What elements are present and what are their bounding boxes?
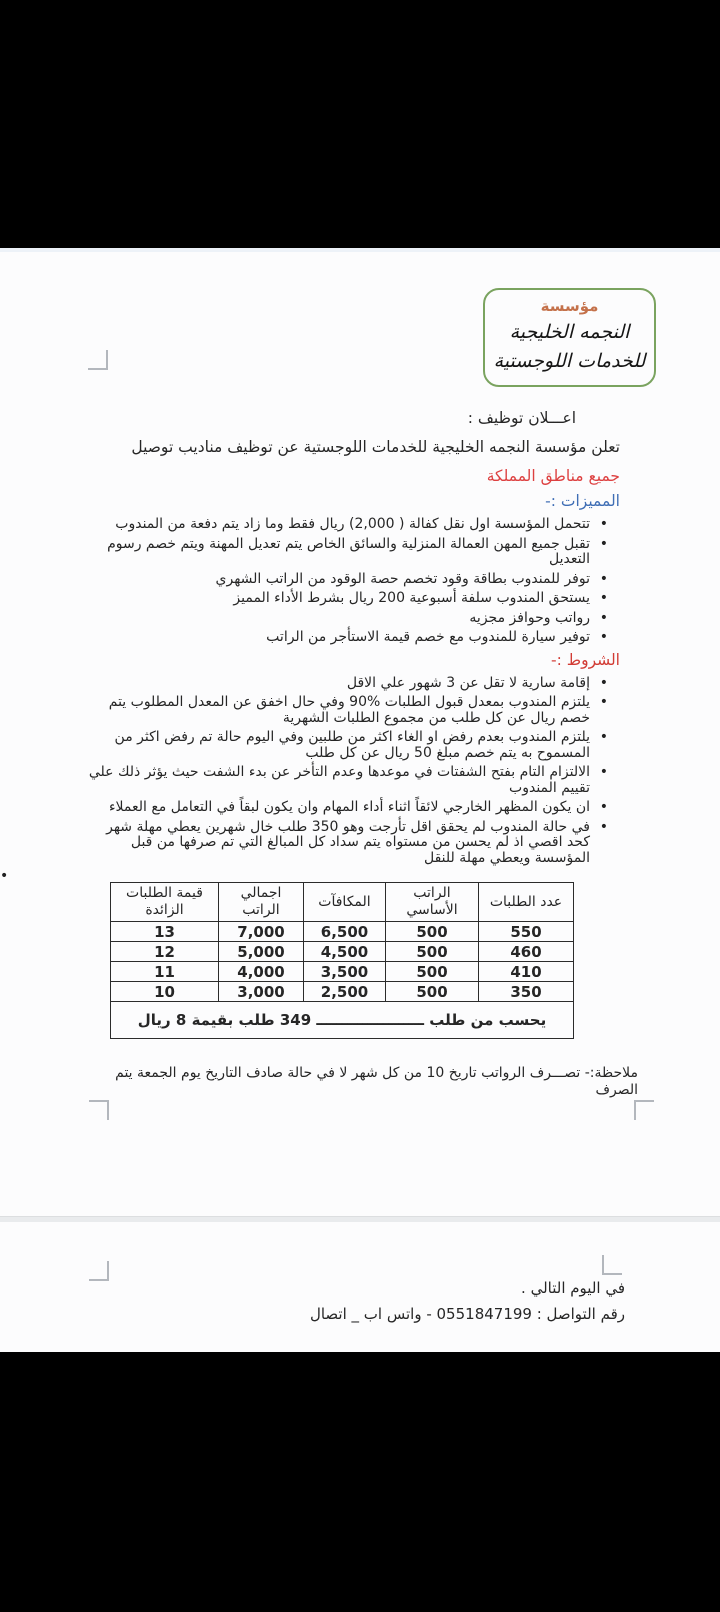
logo-line-services: للخدمات اللوجستية — [493, 350, 646, 372]
salary-payment-note: ملاحظة:- تصـــرف الرواتب تاريخ 10 من كل شهر لا في حالة صادف التاريخ يوم الجمعة يتم الصرف — [115, 1065, 638, 1098]
table-row — [111, 922, 574, 942]
table-cell: 7,000 — [219, 922, 304, 942]
table-cell: 4,000 — [219, 962, 304, 982]
list-item: • في حالة المندوب لم يحقق اقل تأرجت وهو 350 طلب خال شهرين يعطي مهلة شهر كحد اقصي اذ لم يحسن من مستواه يتم سداد كل المبالغ التي تم صرفها من قبل المؤسسة ويعطي مهلة للنقل — [88, 820, 620, 867]
table-cell: 6,500 — [304, 922, 386, 942]
table-cell: 5,000 — [219, 942, 304, 962]
salary-table-footer-row — [111, 1002, 574, 1039]
column-header: قيمة الطلبات الزائدة — [111, 883, 219, 922]
list-item: • ان يكون المظهر الخارجي لائقاً اثناء أداء المهام وان يكون لبقاً في التعامل مع العملاء — [88, 800, 620, 816]
list-item: • يلتزم المندوب بعدم رفض او الغاء اكثر من طلبين وفي اليوم حالة تم رفض اكثر من المسموح به يتم خصم مبلغ 50 ريال عن كل طلب — [88, 730, 620, 761]
text-boundary-mark-bottom-right — [634, 1100, 654, 1120]
announcement-intro: تعلن مؤسسة النجمه الخليجية للخدمات اللوجستية عن توظيف مناديب توصيل — [131, 438, 620, 456]
text-boundary-mark-top-left — [88, 350, 108, 370]
table-cell: 11 — [111, 962, 219, 982]
contact-number-line: رقم التواصل : 0551847199 - واتس اب _ اتصال — [309, 1305, 625, 1323]
column-header: الراتب الأساسي — [386, 883, 479, 922]
table-cell: 3,000 — [219, 982, 304, 1002]
salary-table-body — [111, 922, 574, 1002]
table-cell: 13 — [111, 922, 219, 942]
table-cell: 2,500 — [304, 982, 386, 1002]
announcement-heading: اعـــلان توظيف : — [467, 409, 576, 427]
text-boundary-mark-page2-right — [602, 1255, 622, 1275]
column-header: اجمالي الراتب — [219, 883, 304, 922]
salary-table — [110, 882, 574, 1039]
logo-line-company-name: النجمه الخليجية — [509, 321, 630, 343]
list-item: • توفر للمندوب بطاقة وقود تخصم حصة الوقود من الراتب الشهري — [88, 572, 620, 588]
table-cell: 500 — [386, 922, 479, 942]
table-cell: 460 — [479, 942, 574, 962]
note-continuation-line: في اليوم التالي . — [521, 1279, 625, 1297]
top-letterbox-bar — [0, 0, 720, 248]
list-item: • تتحمل المؤسسة اول نقل كفالة ( 2,000) ريال فقط وما زاد يتم دفعة من المندوب — [88, 517, 620, 533]
list-item: • يلتزم المندوب بمعدل قبول الطلبات %90 وفي حال اخفق عن المعدل المطلوب يتم خصم ريال عن كل طلب من مجموع الطلبات الشهرية — [88, 695, 620, 726]
column-header: عدد الطلبات — [479, 883, 574, 922]
per-order-rate-note: يحسب من طلب ـــــــــــــــــــــ 349 طلب بقيمة 8 ريال — [111, 1002, 574, 1039]
table-cell: 500 — [386, 942, 479, 962]
table-row — [111, 962, 574, 982]
table-row — [111, 942, 574, 962]
table-cell: 410 — [479, 962, 574, 982]
list-item: • يستحق المندوب سلفة أسبوعية 200 ريال بشرط الأداء المميز — [88, 591, 620, 607]
benefits-title: المميزات :- — [545, 492, 620, 510]
list-item: • تقبل جميع المهن العمالة المنزلية والسائق الخاص يتم تعديل المهنة ويتم خصم رسوم التعديل — [88, 537, 620, 568]
list-item: • الالتزام التام بفتح الشفتات في موعدها وعدم التأخر عن بدء الشفت حيث يؤثر ذلك علي تقييم المندوب — [88, 765, 620, 796]
page-break-divider — [0, 1216, 720, 1222]
table-cell: 550 — [479, 922, 574, 942]
table-cell: 500 — [386, 962, 479, 982]
stray-bullet: • — [0, 868, 9, 884]
column-header: المكافآت — [304, 883, 386, 922]
list-item: • إقامة سارية لا تقل عن 3 شهور علي الاقل — [88, 676, 620, 692]
table-row — [111, 982, 574, 1002]
list-item: • رواتب وحوافز مجزيه — [88, 611, 620, 627]
table-cell: 10 — [111, 982, 219, 1002]
announcement-body — [88, 410, 620, 872]
table-cell: 12 — [111, 942, 219, 962]
bottom-letterbox-bar — [0, 1352, 720, 1612]
table-cell: 4,500 — [304, 942, 386, 962]
salary-table-header-row — [111, 883, 574, 922]
benefits-list — [88, 517, 620, 646]
company-logo-box — [483, 288, 656, 387]
table-cell: 350 — [479, 982, 574, 1002]
table-cell: 3,500 — [304, 962, 386, 982]
text-boundary-mark-bottom-left — [89, 1100, 109, 1120]
text-boundary-mark-page2-left — [89, 1261, 109, 1281]
logo-line-establishment: مؤسسة — [540, 297, 599, 315]
conditions-list — [88, 676, 620, 867]
regions-line: جميع مناطق المملكة — [486, 467, 620, 485]
document-page — [0, 248, 720, 1352]
list-item: • توفير سيارة للمندوب مع خصم قيمة الاستأجر من الراتب — [88, 630, 620, 646]
page2-body — [80, 1280, 625, 1332]
table-cell: 500 — [386, 982, 479, 1002]
conditions-title: الشروط :- — [551, 650, 620, 669]
